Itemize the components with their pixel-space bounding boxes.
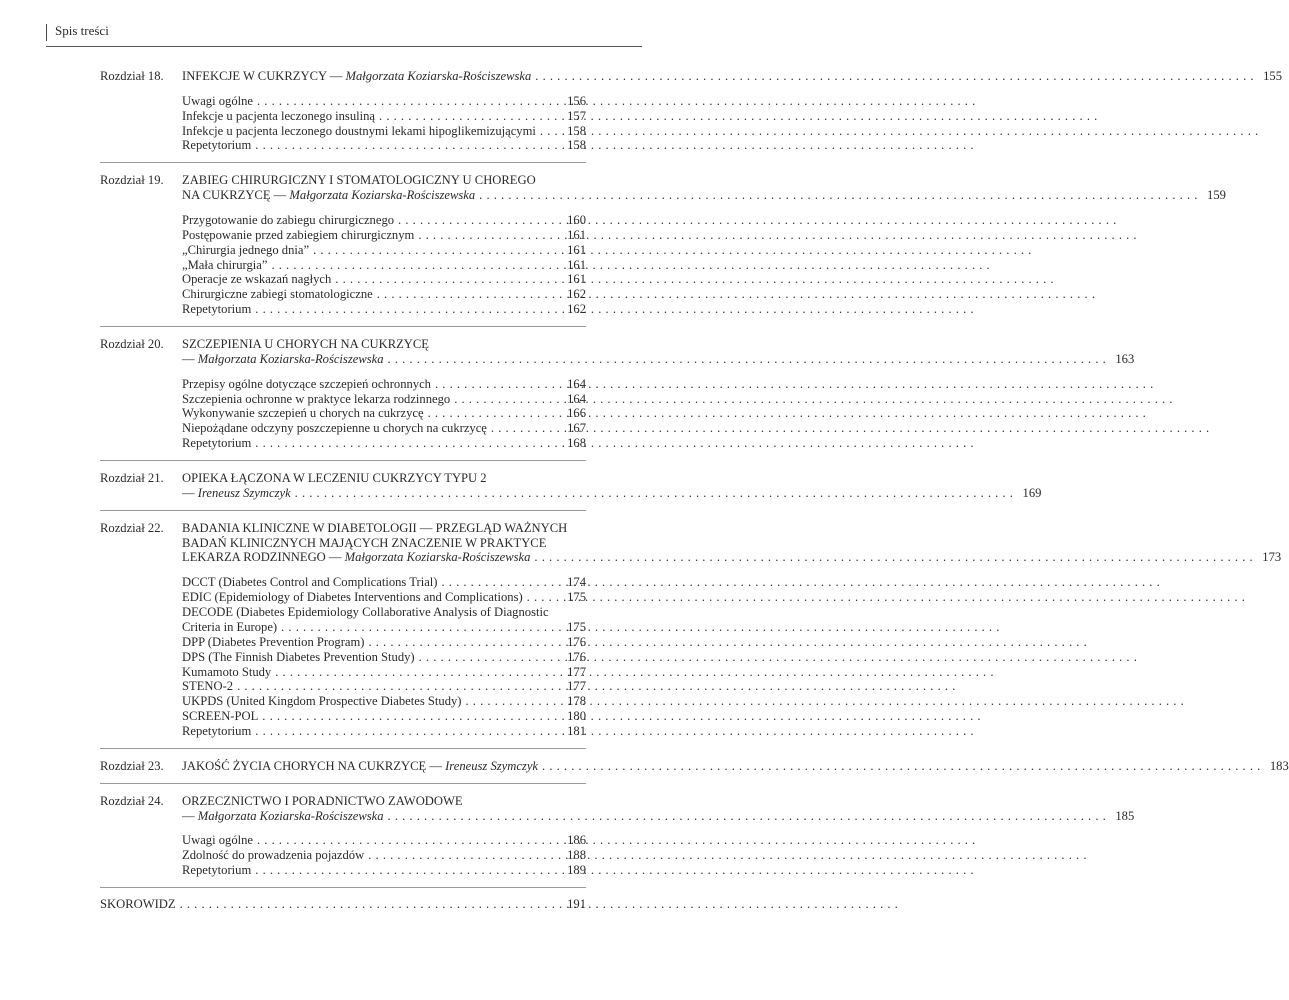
chapter-title: [182, 759, 1289, 774]
chapter-title-line: BADAŃ KLINICZNYCH MAJĄCYCH ZNACZENIE W PRAKTYCE: [182, 535, 547, 550]
subsection-page-number: 176: [567, 634, 586, 649]
subsection-entry[interactable]: [182, 392, 586, 407]
subsection-entry[interactable]: [182, 436, 586, 451]
chapter-title-text: LEKARZA RODZINNEGO —: [182, 550, 345, 565]
chapter-author: Ireneusz Szymczyk: [197, 485, 291, 500]
running-header-title: Spis treści: [55, 23, 109, 38]
chapter-number: Rozdział 22.: [100, 520, 164, 535]
dot-leader: [180, 897, 558, 912]
dot-leader: [255, 724, 558, 739]
dot-leader: [257, 833, 558, 848]
subsection-title: Repetytorium: [182, 436, 252, 451]
subsection-entry[interactable]: [182, 272, 586, 287]
dot-leader: [441, 575, 558, 590]
chapter-author: Małgorzata Koziarska-Rościszewska: [344, 550, 531, 565]
dot-leader: [257, 94, 558, 109]
subsection-page-number: 166: [567, 406, 586, 421]
dot-leader: [368, 848, 558, 863]
chapter-number: Rozdział 23.: [100, 758, 164, 773]
index-entry[interactable]: [100, 897, 586, 912]
chapter-title-last-line: [182, 809, 1134, 824]
chapter-title-text: NA CUKRZYCĘ —: [182, 188, 290, 203]
subsection-title: Criteria in Europe): [182, 619, 278, 634]
subsection-title: DCCT (Diabetes Control and Complications Trial): [182, 575, 438, 590]
dot-leader: [534, 550, 1253, 565]
toc-chapter: [100, 69, 1283, 163]
subsection-page-number: 164: [567, 376, 586, 391]
subsection-page-number: 180: [567, 709, 586, 724]
chapter-title-last-line: [182, 352, 1134, 367]
subsection-entry[interactable]: [182, 109, 586, 124]
dot-leader: [379, 109, 558, 124]
dot-leader: [491, 421, 558, 436]
chapter-number: Rozdział 18.: [100, 69, 164, 83]
chapter-title-line: SZCZEPIENIA U CHORYCH NA CUKRZYCĘ: [182, 337, 429, 352]
subsection-page-number: 161: [567, 242, 586, 257]
subsection-title: UKPDS (United Kingdom Prospective Diabetes Study): [182, 694, 462, 709]
subsection-entry[interactable]: [182, 724, 586, 739]
dot-leader: [428, 406, 558, 421]
dot-leader: [368, 635, 558, 650]
dot-leader: [271, 258, 558, 273]
subsection-title: Repetytorium: [182, 723, 252, 738]
dot-leader: [435, 377, 558, 392]
subsection-page-number: 158: [567, 123, 586, 138]
chapter-title-text: INFEKCJE W CUKRZYCY —: [182, 69, 346, 83]
subsection-entry[interactable]: [182, 302, 586, 317]
chapter-page-number: 155: [1263, 69, 1283, 83]
subsection-page-number: 177: [567, 664, 586, 679]
toc-chapter: [100, 793, 1135, 888]
dot-leader: [527, 590, 558, 605]
toc-chapter: [100, 758, 1289, 784]
subsection-title: STENO-2: [182, 679, 234, 694]
subsection-entry[interactable]: [182, 258, 586, 273]
table-of-contents: [100, 69, 1289, 912]
subsection-title: Przepisy ogólne dotyczące szczepień ochronnych: [182, 376, 431, 391]
chapter-title-text: —: [182, 351, 198, 366]
chapter-title-line: BADANIA KLINICZNE W DIABETOLOGII — PRZEGLĄD WAŻNYCH: [182, 520, 568, 535]
chapter-title-last-line: [182, 759, 1289, 774]
chapter-title: [182, 521, 1281, 566]
subsection-title: Niepożądane odczyny poszczepienne u chorych na cukrzycę: [182, 421, 487, 436]
subsection-list: [182, 377, 586, 451]
subsection-entry[interactable]: [182, 377, 586, 392]
subsection-title: Szczepienia ochronne w praktyce lekarza rodzinnego: [182, 391, 451, 406]
chapter-author: Małgorzata Koziarska-Rościszewska: [289, 188, 476, 203]
chapter-number: Rozdział 19.: [100, 173, 164, 188]
running-header: [46, 18, 642, 47]
chapter-author: Małgorzata Koziarska-Rościszewska: [197, 351, 384, 366]
dot-leader: [281, 620, 558, 635]
chapter-page-number: 183: [1269, 758, 1289, 773]
subsection-title: Postępowanie przed zabiegiem chirurgicznym: [182, 227, 415, 242]
subsection-page-number: 175: [567, 590, 586, 605]
subsection-page-number: 189: [567, 863, 586, 878]
chapter-heading[interactable]: [100, 758, 1289, 774]
toc-chapter: [100, 337, 1135, 461]
subsection-page-number: 186: [567, 833, 586, 848]
toc-chapter: [100, 173, 1226, 327]
subsection-entry[interactable]: [182, 243, 586, 258]
subsection-entry[interactable]: [182, 848, 586, 863]
subsection-title: Infekcje u pacjenta leczonego doustnymi lekami hipoglikemizującymi: [182, 123, 536, 138]
chapter-heading[interactable]: [100, 471, 1042, 501]
subsection-title: DECODE (Diabetes Epidemiology Collaborative Analysis of Diagnostic: [182, 605, 549, 620]
subsection-title: Infekcje u pacjenta leczonego insuliną: [182, 108, 376, 123]
chapter-heading[interactable]: [100, 337, 1135, 367]
chapter-number: Rozdział 20.: [100, 337, 164, 352]
subsection-page-number: 157: [567, 108, 586, 123]
subsection-title: Repetytorium: [182, 138, 252, 153]
subsection-entry[interactable]: [182, 124, 586, 139]
subsection-entry[interactable]: [182, 679, 586, 694]
subsection-page-number: 181: [567, 723, 586, 738]
subsection-entry[interactable]: [182, 833, 586, 848]
subsection-entry[interactable]: [182, 590, 586, 605]
chapter-title-line: ZABIEG CHIRURGICZNY I STOMATOLOGICZNY U CHOREGO: [182, 173, 536, 188]
subsection-page-number: 167: [567, 421, 586, 436]
subsection-entry[interactable]: [182, 94, 586, 109]
dot-leader: [255, 863, 558, 878]
dot-leader: [255, 302, 558, 317]
subsection-title: Przygotowanie do zabiegu chirurgicznego: [182, 213, 395, 228]
chapter-title-last-line: [182, 69, 1282, 84]
subsection-title: Wykonywanie szczepień u chorych na cukrzycę: [182, 406, 424, 421]
chapter-heading[interactable]: [100, 69, 1283, 84]
subsection-page-number: 178: [567, 694, 586, 709]
subsection-entry[interactable]: [182, 665, 586, 680]
chapter-author: Małgorzata Koziarska-Rościszewska: [345, 69, 532, 83]
dot-leader: [418, 228, 558, 243]
subsection-list: [182, 213, 586, 317]
dot-leader: [454, 392, 558, 407]
chapter-page-number: 173: [1262, 550, 1282, 565]
chapter-page-number: 163: [1115, 351, 1135, 366]
dot-leader: [313, 243, 558, 258]
dot-leader: [295, 486, 1014, 501]
subsection-page-number: 161: [567, 227, 586, 242]
subsection-entry[interactable]: [182, 694, 586, 709]
dot-leader: [237, 679, 558, 694]
subsection-page-number: 158: [567, 138, 586, 153]
subsection-page-number: 174: [567, 575, 586, 590]
subsection-title: Repetytorium: [182, 863, 252, 878]
dot-leader: [262, 709, 558, 724]
subsection-entry[interactable]: [182, 709, 586, 724]
subsection-title: „Chirurgia jednego dnia”: [182, 242, 310, 257]
header-rule: [46, 24, 47, 41]
subsection-page-number: 176: [567, 649, 586, 664]
chapter-heading[interactable]: [100, 793, 1135, 824]
chapter-author: Małgorzata Koziarska-Rościszewska: [197, 808, 384, 823]
subsection-title: DPS (The Finnish Diabetes Prevention Study): [182, 649, 415, 664]
subsection-list: [182, 94, 586, 153]
chapter-number: Rozdział 21.: [100, 471, 164, 486]
subsection-entry[interactable]: [182, 421, 586, 436]
subsection-title: Kumamoto Study: [182, 664, 272, 679]
chapter-title-last-line: [182, 550, 1281, 565]
dot-leader: [388, 809, 1107, 824]
subsection-page-number: 160: [567, 213, 586, 228]
chapter-title: [182, 337, 1134, 367]
subsection-entry[interactable]: [182, 406, 586, 421]
index-title: SKOROWIDZ: [100, 896, 176, 911]
subsection-entry[interactable]: [182, 863, 586, 878]
chapter-title-last-line: [182, 486, 1041, 501]
index-page-number: 191: [567, 896, 586, 911]
dot-leader: [542, 759, 1261, 774]
dot-leader: [377, 287, 558, 302]
subsection-title: SCREEN-POL: [182, 709, 259, 724]
subsection-title: Repetytorium: [182, 302, 252, 317]
subsection-page-number: 188: [567, 848, 586, 863]
subsection-entry[interactable]: [182, 138, 586, 153]
chapter-author: Ireneusz Szymczyk: [445, 758, 539, 773]
subsection-entry[interactable]: [182, 620, 586, 635]
subsection-page-number: 164: [567, 391, 586, 406]
subsection-page-number: 175: [567, 619, 586, 634]
chapter-title-line: ORZECZNICTWO I PORADNICTWO ZAWODOWE: [182, 793, 463, 808]
chapter-title: [182, 69, 1282, 84]
toc-chapter: [100, 471, 1042, 511]
chapter-title: [182, 794, 1134, 824]
chapter-number: Rozdział 24.: [100, 793, 164, 808]
subsection-list: [182, 833, 586, 878]
chapter-page-number: 185: [1115, 808, 1135, 823]
subsection-page-number: 156: [567, 93, 586, 108]
subsection-title: Zdolność do prowadzenia pojazdów: [182, 848, 365, 863]
subsection-entry[interactable]: [182, 650, 586, 665]
dot-leader: [535, 69, 1254, 84]
dot-leader: [466, 694, 559, 709]
subsection-title: Operacje ze wskazań nagłych: [182, 272, 332, 287]
dot-leader: [388, 352, 1107, 367]
subsection-entry[interactable]: [182, 228, 586, 243]
subsection-page-number: 161: [567, 257, 586, 272]
chapter-title-last-line: [182, 188, 1226, 203]
subsection-page-number: 161: [567, 272, 586, 287]
subsection-list: [182, 575, 586, 738]
subsection-page-number: 168: [567, 436, 586, 451]
chapter-title-text: JAKOŚĆ ŻYCIA CHORYCH NA CUKRZYCĘ —: [182, 758, 446, 773]
subsection-entry[interactable]: [182, 575, 586, 590]
subsection-page-number: 177: [567, 679, 586, 694]
chapter-page-number: 169: [1022, 485, 1042, 500]
chapter-title-text: —: [182, 485, 198, 500]
subsection-title: EDIC (Epidemiology of Diabetes Interventions and Complications): [182, 590, 523, 605]
chapter-title-line: OPIEKA ŁĄCZONA W LECZENIU CUKRZYCY TYPU 2: [182, 471, 487, 486]
subsection-title: Uwagi ogólne: [182, 93, 253, 108]
chapter-heading[interactable]: [100, 173, 1226, 203]
chapter-page-number: 159: [1207, 188, 1226, 203]
toc-chapter: [100, 520, 1282, 749]
dot-leader: [335, 272, 558, 287]
subsection-title: „Mała chirurgia”: [182, 257, 268, 272]
chapter-heading[interactable]: [100, 520, 1282, 566]
dot-leader: [275, 665, 558, 680]
dot-leader: [255, 138, 558, 153]
subsection-entry[interactable]: [182, 605, 586, 620]
subsection-title: Uwagi ogólne: [182, 833, 253, 848]
chapter-title-text: —: [182, 808, 198, 823]
subsection-title: Chirurgiczne zabiegi stomatologiczne: [182, 287, 373, 302]
subsection-entry[interactable]: [182, 213, 586, 228]
subsection-page-number: 162: [567, 302, 586, 317]
subsection-entry[interactable]: [182, 287, 586, 302]
dot-leader: [398, 213, 558, 228]
dot-leader: [255, 436, 558, 451]
dot-leader: [479, 188, 1198, 203]
subsection-entry[interactable]: [182, 635, 586, 650]
chapter-title: [182, 471, 1041, 501]
dot-leader: [540, 124, 558, 139]
subsection-title: DPP (Diabetes Prevention Program): [182, 634, 365, 649]
dot-leader: [419, 650, 558, 665]
chapter-title: [182, 173, 1226, 203]
subsection-page-number: 162: [567, 287, 586, 302]
